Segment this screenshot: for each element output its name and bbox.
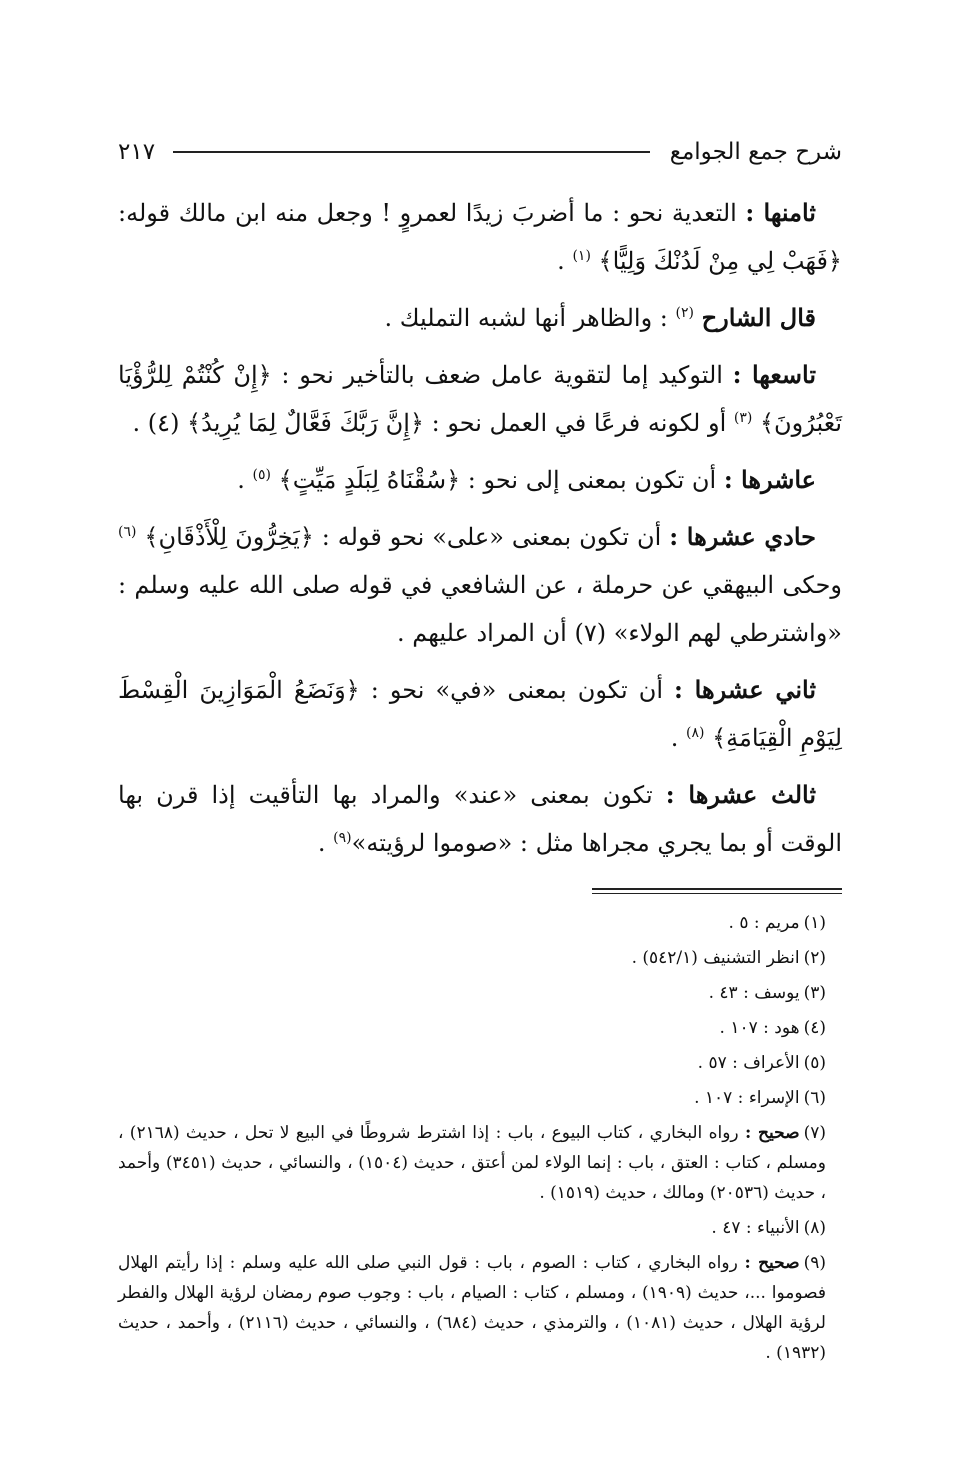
paragraph-text: أن تكون بمعنى «في» نحو : ﴿وَنَضَعُ الْمَوَازِينَ الْقِسْطَ لِيَوْمِ الْقِيَامَةِ﴾ [118, 676, 842, 752]
footnote-text: الإسراء : ١٠٧ . [694, 1088, 800, 1108]
footnote-item [118, 978, 826, 1008]
footnote-ref[interactable]: (٢) [675, 305, 694, 321]
footnote-number: (٦) [803, 1088, 826, 1108]
footnote-number: (٧) [803, 1123, 826, 1143]
footnote-ref[interactable]: (٨) [686, 725, 705, 741]
footnote-number: (٩) [803, 1253, 826, 1273]
footnote-item [118, 1013, 826, 1043]
paragraph [118, 666, 842, 762]
paragraph [118, 189, 842, 285]
footnote-text: يوسف : ٤٣ . [708, 983, 800, 1003]
paragraph-text-tail: . [237, 466, 253, 494]
footnote-item [118, 1048, 826, 1078]
footnotes [118, 908, 842, 1368]
paragraph-text-tail: . [670, 724, 686, 752]
paragraph-text: أن تكون بمعنى إلى نحو : ﴿سُقْنَاهُ لِبَلَدٍ مَيِّتٍ﴾ [271, 466, 724, 494]
paragraph-heading: ثاني عشرها : [674, 675, 817, 704]
footnote-text: الأعراف : ٥٧ . [697, 1053, 800, 1073]
paragraph-text-tail: . [557, 247, 573, 275]
footnote-item [118, 908, 826, 938]
footnote-text: مريم : ٥ . [728, 913, 800, 933]
paragraph-heading: تاسعها : [732, 360, 816, 389]
footnote-item [118, 1213, 826, 1243]
page-number: ٢١٧ [118, 139, 156, 165]
footnote-ref[interactable]: (١) [572, 248, 591, 264]
footnote-number: (٨) [803, 1218, 826, 1238]
footnote-text: رواه البخاري ، كتاب البيوع ، باب : إذا اشترط شروطًا في البيع لا تحل ، حديث (٢١٦٨) ، ومسلم ، كتاب : العتق ، باب : إنما الولاء لمن أعتق ، حديث (١٥٠٤) ، والنسائي ، حديث (٣٤٥١) وأحمد ، حديث (٢٠٥٣٦) ومالك ، حديث (١٥١٩) . [118, 1123, 826, 1203]
paragraph [118, 351, 842, 447]
paragraph-heading: عاشرها : [723, 465, 816, 494]
paragraph [118, 456, 842, 504]
paragraph-text-tail: وحكى البيهقي عن حرملة ، عن الشافعي في قوله صلى الله عليه وسلم : «واشترطي لهم الولاء» (٧) أن المراد عليهم . [118, 571, 842, 647]
footnote-number: (١) [803, 913, 826, 933]
header-rule [173, 151, 650, 153]
paragraph-heading: ثامنها : [745, 198, 816, 227]
footnote-separator [592, 888, 842, 894]
footnote-number: (٥) [803, 1053, 826, 1073]
running-head [118, 128, 842, 176]
footnote-item [118, 1118, 826, 1208]
main-text [118, 189, 842, 867]
paragraph-text: التوكيد إما لتقوية عامل ضعف بالتأخير نحو : ﴿إِنْ كُنْتُمْ لِلرُّؤْيَا تَعْبُرُونَ﴾ [118, 361, 842, 437]
footnote-text: رواه البخاري ، كتاب : الصوم ، باب : قول النبي صلى الله عليه وسلم : إذا رأيتم الهلال فصوموا ...، حديث (١٩٠٩) ، ومسلم ، كتاب : الصيام ، باب : وجوب صوم رمضان لرؤية الهلال والفطر لرؤية الهلال ، حديث (١٠٨١) ، والترمذي ، حديث (٦٨٤) ، والنسائي ، حديث (٢١١٦) ، وأحمد ، حديث (١٩٣٢) . [118, 1253, 826, 1363]
paragraph-text: أن تكون بمعنى «على» نحو قوله : ﴿يَخِرُّونَ لِلْأَذْقَانِ﴾ [136, 523, 670, 551]
running-title: شرح جمع الجوامع [669, 139, 842, 165]
footnote-item [118, 1083, 826, 1113]
footnote-number: (٤) [803, 1018, 826, 1038]
paragraph-text: تكون بمعنى «عند» والمراد بها التأقيت إذا قرن بها الوقت أو بما يجري مجراها مثل : «صوموا لرؤيته» [118, 781, 842, 857]
paragraph-text: التعدية نحو : ما أضربَ زيدًا لعمروٍ ! وجعل منه ابن مالك قوله: ﴿فَهَبْ لِي مِنْ لَدُنْكَ وَلِيًّا﴾ [118, 199, 842, 275]
paragraph-text-tail: . [317, 829, 334, 857]
footnote-number: (٣) [803, 983, 826, 1003]
paragraph-heading: قال الشارح [701, 303, 816, 332]
footnote-ref[interactable]: (٥) [252, 467, 271, 483]
footnote-ref[interactable]: (٦) [118, 524, 137, 540]
paragraph-text-tail: أو لكونه فرعًا في العمل نحو : ﴿إِنَّ رَبَّكَ فَعَّالٌ لِمَا يُرِيدُ﴾ (٤) . [132, 409, 734, 437]
footnote-grade: صحيح : [744, 1253, 800, 1273]
paragraph-heading: ثالث عشرها : [665, 780, 816, 809]
footnote-number: (٢) [803, 948, 826, 968]
footnote-text: الأنبياء : ٤٧ . [711, 1218, 800, 1238]
paragraph-heading: حادي عشرها : [669, 522, 816, 551]
footnote-ref[interactable]: (٣) [733, 410, 753, 426]
footnote-grade: صحيح : [744, 1123, 800, 1143]
paragraph [118, 513, 842, 657]
paragraph-text [694, 304, 702, 332]
paragraph [118, 771, 842, 867]
book-page [118, 128, 842, 1373]
paragraph [118, 294, 842, 342]
footnote-ref[interactable]: (٩) [333, 830, 352, 846]
paragraph-text-tail: : والظاهر أنها لشبه التمليك . [384, 304, 676, 332]
footnote-text: هود : ١٠٧ . [719, 1018, 800, 1038]
footnote-item [118, 943, 826, 973]
footnote-item [118, 1248, 826, 1368]
footnote-text: انظر التشنيف (٥٤٢/١) . [631, 948, 800, 968]
